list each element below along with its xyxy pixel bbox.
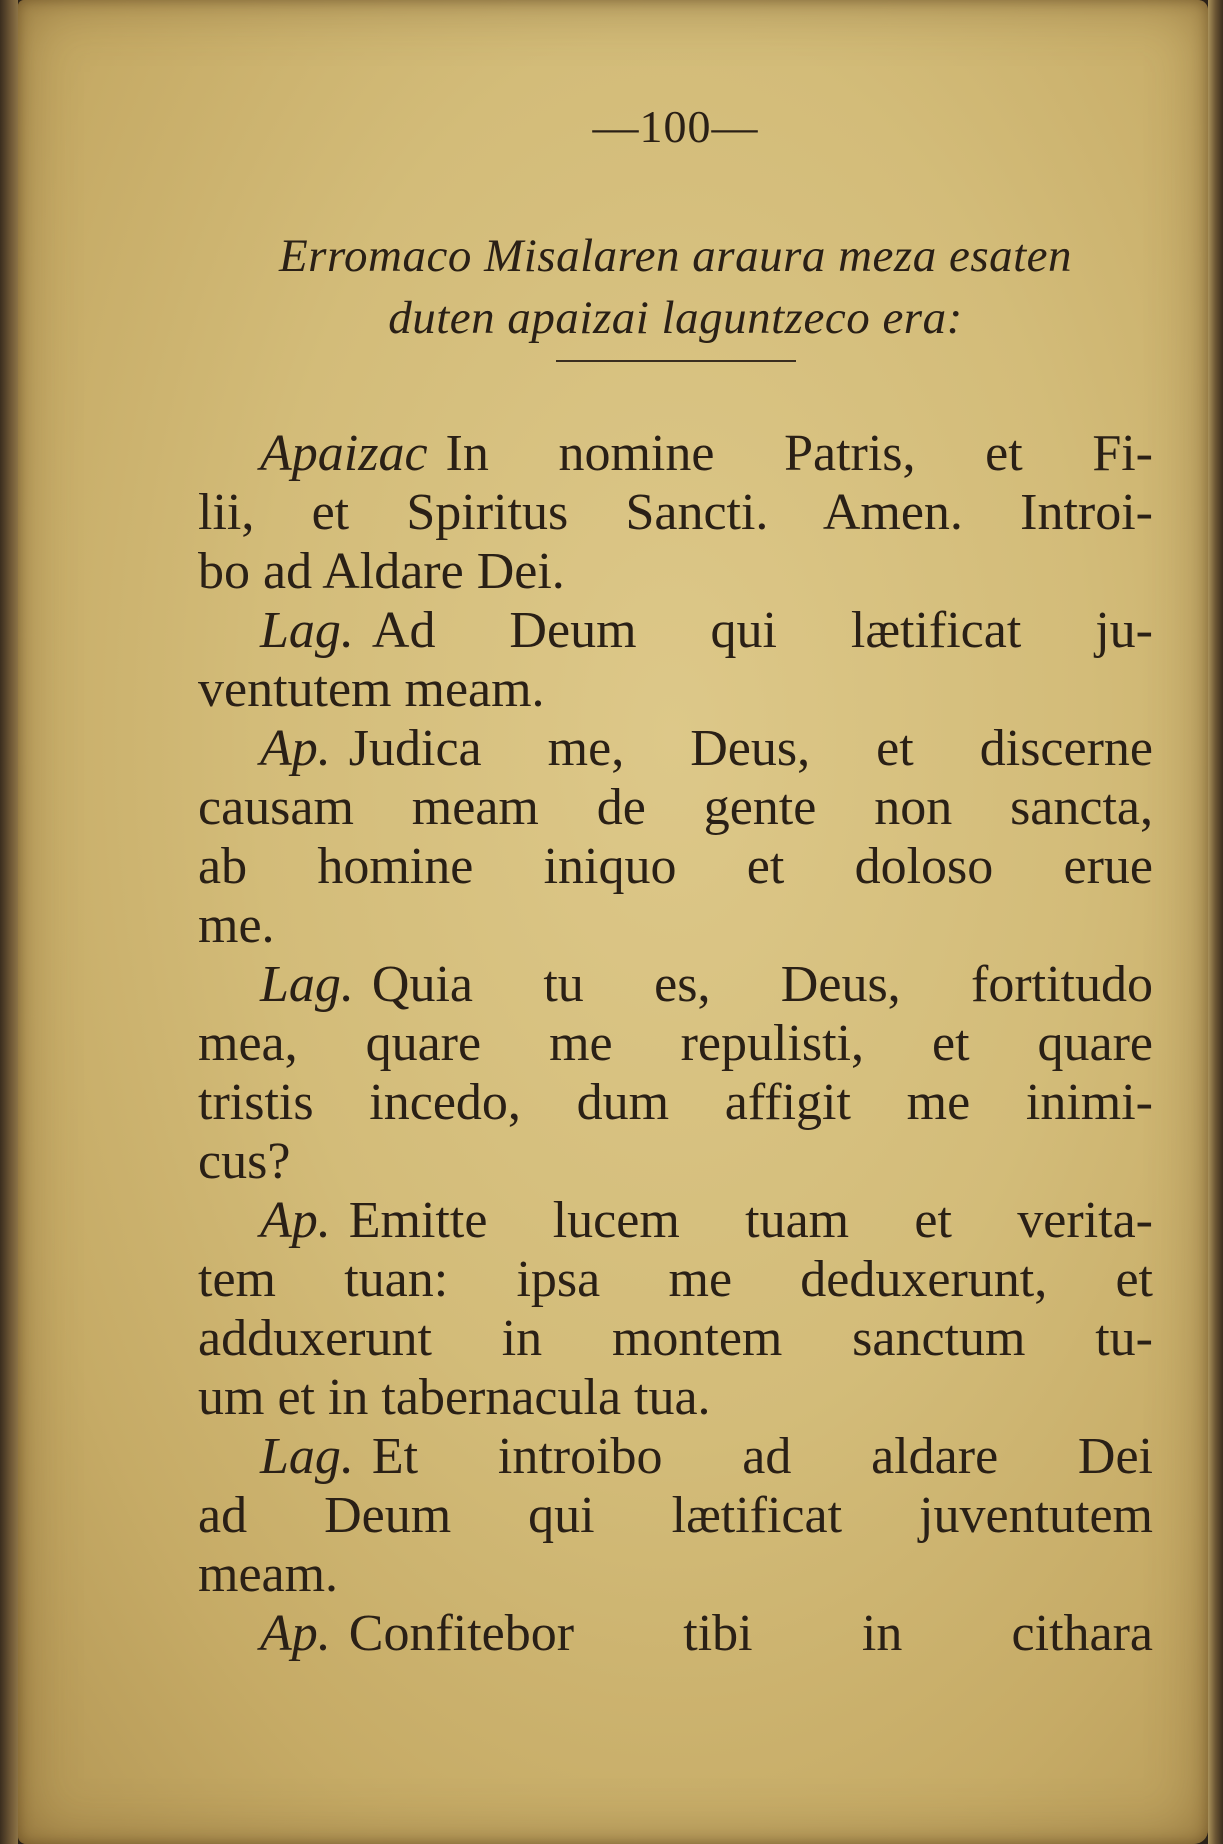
line-text: ad Deum qui lætificat juventutem: [198, 1487, 1153, 1544]
text-line: [198, 1486, 1153, 1545]
line-text: Et introibo ad aldare Dei: [371, 1428, 1153, 1485]
line-text: lii, et Spiritus Sancti. Amen. Introi-: [198, 484, 1153, 541]
text-line: [198, 1427, 1153, 1486]
page-number: —100—: [592, 101, 759, 152]
line-text: Emitte lucem tuam et verita-: [348, 1192, 1153, 1249]
text-line: [198, 1132, 1153, 1191]
heading-line-2: duten apaizai laguntzeco era:: [388, 292, 963, 344]
heading-line-1: Erromaco Misalaren araura meza esaten: [278, 230, 1073, 282]
line-text: mea, quare me repulisti, et quare: [198, 1015, 1153, 1072]
line-text: Ad Deum qui lætificat ju-: [371, 602, 1153, 659]
section-heading: [198, 225, 1153, 349]
line-text: Quia tu es, Deus, fortitudo: [371, 956, 1153, 1013]
text-line: [198, 542, 1153, 601]
book-spine-edge: [0, 0, 18, 1844]
line-text: Confitebor tibi in cithara: [348, 1605, 1153, 1662]
page-edge: [1208, 0, 1223, 1844]
text-line: [198, 660, 1153, 719]
speaker-label: Ap.: [260, 720, 331, 777]
line-text: ventutem meam.: [198, 661, 545, 718]
text-line: [198, 719, 1153, 778]
text-line: [198, 1191, 1153, 1250]
text-line: [198, 1073, 1153, 1132]
text-line: [198, 1014, 1153, 1073]
line-text: Judica me, Deus, et discerne: [348, 720, 1153, 777]
text-line: [198, 601, 1153, 660]
text-line: [198, 483, 1153, 542]
speaker-label: Lag.: [260, 1428, 354, 1485]
divider-rule: [556, 360, 796, 362]
line-text: In nomine Patris, et Fi-: [445, 425, 1153, 482]
speaker-label: Lag.: [260, 602, 354, 659]
line-text: tristis incedo, dum affigit me inimi-: [198, 1074, 1153, 1131]
line-text: ab homine iniquo et doloso erue: [198, 838, 1153, 895]
speaker-label: Apaizac: [260, 425, 428, 482]
text-line: [198, 896, 1153, 955]
text-line: [198, 1368, 1153, 1427]
liturgical-text: [198, 424, 1153, 1663]
line-text: meam.: [198, 1546, 339, 1603]
line-text: bo ad Aldare Dei.: [198, 543, 565, 600]
line-text: um et in tabernacula tua.: [198, 1369, 711, 1426]
text-line: [198, 1604, 1153, 1663]
line-text: causam meam de gente non sancta,: [198, 779, 1153, 836]
speaker-label: Lag.: [260, 956, 354, 1013]
line-text: adduxerunt in montem sanctum tu-: [198, 1310, 1153, 1367]
text-line: [198, 1309, 1153, 1368]
text-line: [198, 837, 1153, 896]
speaker-label: Ap.: [260, 1192, 331, 1249]
line-text: me.: [198, 897, 275, 954]
text-line: [198, 1250, 1153, 1309]
line-text: cus?: [198, 1133, 291, 1190]
text-line: [198, 424, 1153, 483]
speaker-label: Ap.: [260, 1605, 331, 1662]
text-line: [198, 778, 1153, 837]
line-text: tem tuan: ipsa me deduxerunt, et: [198, 1251, 1153, 1308]
text-line: [198, 955, 1153, 1014]
text-line: [198, 1545, 1153, 1604]
